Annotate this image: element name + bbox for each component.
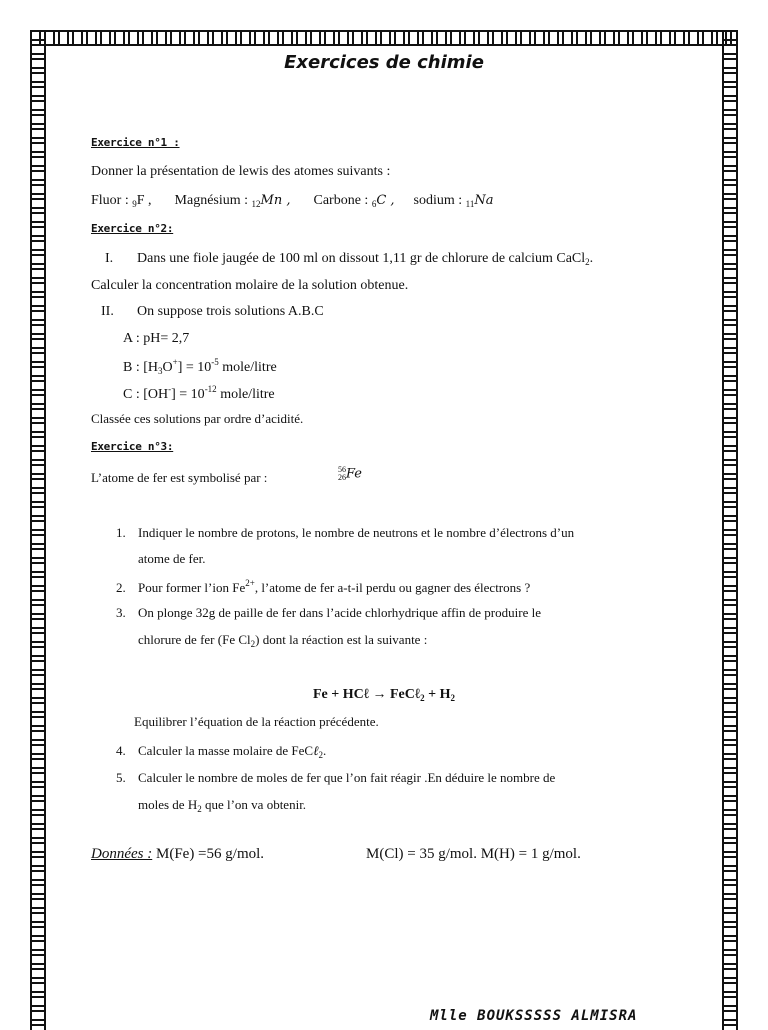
exercise-1-heading: Exercice n°1 :	[91, 136, 180, 149]
exercise-2-calc: Calculer la concentration molaire de la solution obtenue.	[91, 278, 409, 293]
part-i-sub: 2	[585, 257, 590, 267]
sodium-z: 11	[465, 199, 475, 209]
c-eq: ] = 10	[171, 387, 205, 402]
q1-number: 1.	[116, 525, 126, 540]
part-ii-text: On suppose trois solutions A.B.C	[137, 304, 324, 319]
iron-symbol: Fe	[346, 466, 363, 482]
b-unit: mole/litre	[218, 360, 277, 375]
b-sub: 3	[158, 366, 163, 376]
q3b-pre: chlorure de fer (Fe Cl	[138, 632, 251, 647]
donnees-fe: M(Fe) =56 g/mol.	[152, 846, 265, 862]
question-5	[116, 770, 555, 786]
fluor-symbol: F ,	[136, 193, 152, 208]
b-exp: -5	[211, 357, 219, 367]
q2-post: , l’atome de fer a-t-il perdu ou gagner des électrons ?	[254, 580, 531, 595]
exercise-1-atoms	[91, 193, 493, 209]
b-eq: ] = 10	[177, 360, 212, 375]
magnesium-label: Magnésium :	[174, 193, 252, 208]
q3b-sub: 2	[250, 639, 256, 649]
q5b-sub: 2	[197, 804, 202, 814]
q4-number: 4.	[116, 743, 126, 758]
q4-l: ℓ	[313, 744, 319, 759]
b-pre: B : [H	[123, 360, 158, 375]
eq-h-sub: 2	[450, 693, 455, 703]
q5b-post: que l’on va obtenir.	[201, 797, 307, 812]
magnesium-z: 12	[251, 199, 261, 209]
c-charge: -	[168, 384, 172, 394]
donnees-label: Données :	[91, 846, 153, 862]
part-i-end: .	[589, 251, 594, 266]
carbone-z: 6	[371, 199, 377, 209]
exercise-3-heading: Exercice n°3:	[91, 440, 174, 453]
question-4	[116, 743, 326, 760]
c-unit: mole/litre	[216, 387, 275, 402]
q5-number: 5.	[116, 770, 126, 785]
b-mid: O	[162, 360, 173, 375]
equilibrer: Equilibrer l’équation de la réaction précédente.	[134, 714, 379, 729]
fluor-label: Fluor :	[91, 193, 133, 208]
iron-atomic-number: 26	[338, 473, 346, 482]
question-3	[116, 605, 541, 621]
q2-number: 2.	[116, 580, 126, 595]
exercise-1-instruction: Donner la présentation de lewis des atomes suivants :	[91, 164, 391, 179]
question-1	[116, 525, 574, 541]
border-right	[722, 30, 738, 1030]
eq-product: FeCℓ	[389, 687, 421, 702]
part-ii-number: II.	[101, 304, 114, 319]
question-2	[116, 578, 530, 596]
solution-b	[123, 357, 277, 376]
exercise-2-heading: Exercice n°2:	[91, 222, 174, 235]
exercise-3-atome: L’atome de fer est symbolisé par :	[91, 470, 268, 485]
fluor-z: 9	[132, 199, 137, 209]
exercise-2-classe: Classée ces solutions par ordre d’acidité.	[91, 411, 304, 426]
sodium-label: sodium :	[413, 193, 466, 208]
q4-sub: 2	[318, 750, 324, 760]
donnees-cl-h: M(Cl) = 35 g/mol. M(H) = 1 g/mol.	[366, 846, 581, 862]
question-3-cont	[138, 632, 427, 649]
q5-text: Calculer le nombre de moles de fer que l’on fait réagir .En déduire le nombre de	[138, 770, 556, 785]
q3b-post: ) dont la réaction est la suivante :	[255, 632, 428, 647]
q2-charge: 2+	[245, 578, 255, 588]
q1-text: Indiquer le nombre de protons, le nombre de neutrons et le nombre d’électrons d’un	[138, 525, 575, 540]
donnees-line	[91, 846, 264, 863]
reaction-equation	[0, 687, 768, 703]
solution-c	[123, 384, 275, 403]
page-title: Exercices de chimie	[284, 52, 484, 73]
part-i-text: Dans une fiole jaugée de 100 ml on dissout 1,11 gr de chlorure de calcium CaCl	[137, 251, 586, 266]
exercise-2-part-i	[105, 251, 593, 267]
q2-pre: Pour former l’ion Fe	[138, 580, 246, 595]
border-left	[30, 30, 46, 1030]
q4-pre: Calculer la masse molaire de FeC	[138, 743, 314, 758]
solution-a: A : pH= 2,7	[123, 331, 190, 346]
q5b-pre: moles de H	[138, 797, 198, 812]
iron-mass-number: 56	[338, 465, 346, 474]
border-top	[30, 30, 738, 46]
carbone-symbol: C ,	[376, 193, 395, 208]
eq-reactants: Fe + HCℓ	[312, 687, 369, 702]
c-pre: C : [OH	[123, 387, 169, 402]
author-signature: Mlle BOUKSSSSS ALMISRA	[430, 1008, 638, 1024]
arrow-icon: →	[372, 687, 387, 702]
c-exp: -12	[204, 384, 217, 394]
b-charge: +	[172, 357, 178, 367]
question-5-cont	[138, 797, 306, 814]
q3-text: On plonge 32g de paille de fer dans l’acide chlorhydrique affin de produire le	[138, 605, 541, 620]
eq-product-sub: 2	[420, 693, 425, 703]
question-1-cont: atome de fer.	[138, 551, 206, 566]
eq-plus-h: + H	[428, 687, 451, 702]
magnesium-symbol: Mn ,	[260, 193, 291, 208]
sodium-symbol: Na	[474, 193, 494, 208]
exercise-2-part-ii	[101, 304, 324, 320]
q3-number: 3.	[116, 605, 126, 620]
iron-notation	[338, 466, 362, 482]
q4-end: .	[323, 743, 327, 758]
part-i-number: I.	[105, 251, 114, 266]
carbone-label: Carbone :	[313, 193, 372, 208]
